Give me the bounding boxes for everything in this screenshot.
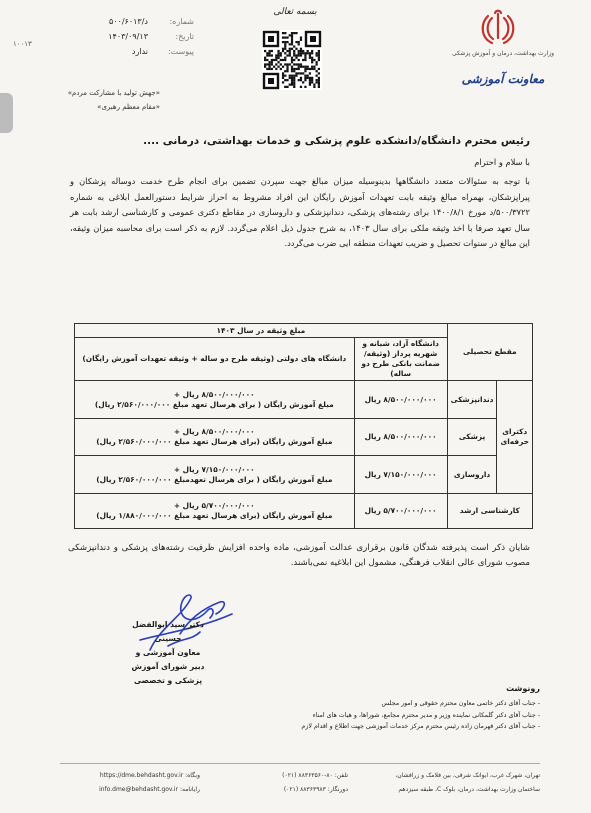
deputy-name: معاونت آموزشی: [461, 72, 545, 86]
field-medicine: پزشکی: [448, 418, 497, 456]
signer-title-2: دبیر شورای آموزش پزشکی و تخصصی: [131, 662, 205, 685]
public-amount-line2: مبلغ آموزش رایگان ( برای هرسال تعهدمبلغ ۲/۵۶۰/۰۰۰/۰۰۰ ریال): [96, 474, 333, 484]
phone-row: [208, 769, 348, 783]
phone-value: (۰۲۱) ۸۸۳۶۳۵۶۰-۸۰: [282, 772, 333, 779]
web-label: وبگاه:: [185, 772, 200, 779]
address-line: ساختمان وزارت بهداشت، درمان، بلوک C، طبقه سیزدهم: [398, 786, 540, 793]
group-inner: [448, 381, 532, 493]
col-level-header: مقطع تحصیلی: [447, 324, 532, 381]
public-amount-line2: مبلغ آموزش رایگان (برای هرسال تعهد مبلغ ۱/۸۸۰/۰۰۰/۰۰۰ ریال): [96, 511, 333, 520]
slogan-line: «جهش تولید با مشارکت مردم»: [67, 89, 160, 97]
field-masters: کارشناسی ارشد: [447, 494, 532, 529]
number-label: شماره:: [169, 17, 194, 26]
private-amount: ۸/۵۰۰/۰۰۰/۰۰۰ ریال: [354, 418, 447, 456]
public-amount: [75, 456, 355, 494]
signer-title: معاون آموزشی و: [135, 648, 201, 657]
attachment-label: پیوست:: [167, 47, 194, 56]
public-amount: [75, 418, 355, 456]
cc-list: [160, 698, 540, 733]
fax-value: (۰۲۱) ۸۸۳۶۳۹۸۳: [283, 786, 326, 793]
fax-label: دورنگار:: [327, 786, 348, 793]
public-amount-line1: ۸/۵۰۰/۰۰۰/۰۰۰ ریال +: [173, 389, 255, 399]
qr-code-icon: [262, 30, 322, 90]
attachment-row: [54, 44, 194, 59]
recipient-line: رئیس محترم دانشگاه/دانشکده علوم پزشکی و خدمات بهداشتی، درمانی ....: [143, 135, 530, 147]
footer-phones: [208, 769, 348, 797]
public-amount-line1: ۸/۵۰۰/۰۰۰/۰۰۰ ریال +: [173, 427, 255, 437]
private-amount: ۵/۷۰۰/۰۰۰/۰۰۰ ریال: [354, 494, 447, 529]
basmala: بسمه تعالی: [273, 7, 317, 17]
address-line: تهران، شهرک غرب، ایوانک شرقی، بین فلامک و زرافشان،: [395, 772, 540, 779]
slogan-attribution: «مقام معظم رهبری»: [97, 103, 160, 111]
web-row: [70, 769, 200, 783]
private-amount: ۷/۱۵۰/۰۰۰/۰۰۰ ریال: [354, 456, 447, 494]
group-label: دکترای حرفه‌ای: [500, 427, 529, 447]
signer-name: دکتر سید ابوالفضل حسینی: [132, 620, 204, 643]
guarantee-table: [74, 323, 533, 529]
letter-paragraph: با توجه به سئوالات متعدد دانشگاهها بدینوسیله میزان مبالغ جهت سپردن تضمین برای انجام طرح خدمت دوساله پزشکان و پیراپزشکان، بهمراه مبالغ وثیقه بابت تعهدات آموزش رایگان این افراد مشروط به احراز شرایط دستورالعمل ابلاغی به شماره ۵۰۰/۳۷۲۲/د مورخ ۱۴۰۰/۸/۱ برای رشته‌های پزشکی، دندانپزشکی و داروسازی در مقاطع دکتری عمومی و کارشناسی ارشد بابت هر سال تعهد صرفا با اخذ وثیقه ملکی برای سال ۱۴۰۳، به شرح جدول ذیل اعلام می‌گردد. لازم به ذکر است برای محاسبه میزان وثیقه، این مبالغ در سنوات تحصیل و ضریب تعهدات منطقه ایی ضرب می‌گردد.: [70, 176, 530, 248]
fax-row: [208, 783, 348, 797]
website-link[interactable]: https://dme.behdasht.gov.ir: [99, 772, 184, 779]
public-amount-line2: مبلغ آموزش رایگان (برای هرسال تعهد مبلغ ۲/۵۶۰/۰۰۰/۰۰۰ ریال): [96, 437, 333, 447]
date-row: [54, 29, 194, 44]
col-private-header: دانشگاه آزاد، شبانه و شهریه پرداز (وثیقه/ضمانت بانکی طرح دو ساله): [354, 338, 447, 381]
side-number: ۱۰۰۱۳: [13, 40, 32, 48]
closing-paragraph: شایان ذکر است پذیرفته شدگان قانون برقراری عدالت آموزشی، ماده واحده افزایش ظرفیت رشته‌های پزشکی و دندانپزشکی مصوب شورای عالی انقلاب فرهنگی، مشمول این ابلاغیه نمی‌باشند.: [68, 543, 530, 568]
public-amount-line1: ۷/۱۵۰/۰۰۰/۰۰۰ ریال +: [173, 464, 255, 474]
email-link[interactable]: info.dme@behdasht.gov.ir: [99, 786, 179, 793]
footer-web: [70, 769, 200, 797]
scroll-handle[interactable]: [0, 93, 13, 133]
footer-divider: [60, 763, 540, 764]
number-value: د/۵۰۰/۶۰۱۳: [108, 17, 148, 26]
field-dentistry: دندانپزشکی: [448, 381, 497, 418]
ministry-name: وزارت بهداشت، درمان و آموزش پزشکی: [451, 50, 555, 57]
col-public-header: دانشگاه های دولتی (وثیقه طرح دو ساله + وثیقه تعهدات آموزش رایگان): [75, 338, 355, 381]
table-row: [75, 381, 533, 419]
date-label: تاریخ:: [175, 32, 194, 41]
footer-address: [360, 769, 540, 797]
public-amount-line1: ۵/۷۰۰/۰۰۰/۰۰۰ ریال +: [173, 501, 255, 510]
letter-meta: [54, 14, 194, 59]
group-cell: [447, 381, 532, 494]
amount-header: مبلغ وثیقه در سال ۱۴۰۳: [75, 324, 448, 338]
number-row: [54, 14, 194, 29]
list-item: - جناب آقای دکتر گلمکانی نماینده وزیر و مدیر محترم مجامع، شوراها، و هیات های امناء: [160, 710, 540, 722]
iran-emblem-icon: [478, 8, 518, 48]
greeting: با سلام و احترام: [474, 157, 530, 167]
email-label: رایانامه:: [179, 786, 200, 793]
field-pharmacy: داروسازی: [448, 456, 497, 493]
attachment-value: ندارد: [131, 47, 148, 56]
email-row: [70, 783, 200, 797]
table-row: [75, 494, 533, 529]
date-value: ۱۴۰۳/۰۹/۱۳: [108, 32, 148, 41]
slogan: [40, 86, 160, 114]
public-amount-line2: مبلغ آموزش رایگان ( برای هرسال تعهد مبلغ ۲/۵۶۰/۰۰۰/۰۰۰ ریال): [94, 399, 334, 409]
public-amount: [75, 381, 355, 419]
private-amount: ۸/۵۰۰/۰۰۰/۰۰۰ ریال: [354, 381, 447, 419]
phone-label: تلفن:: [334, 772, 348, 779]
list-item: - جناب آقای دکتر خاتمی معاون محترم حقوقی و امور مجلس: [160, 698, 540, 710]
cc-title: رونوشت: [506, 684, 540, 693]
public-amount: [75, 494, 355, 529]
list-item: - جناب آقای دکتر قهرمان زاده رئیس محترم مرکز خدمات آموزشی جهت اطلاع و اقدام لازم: [160, 721, 540, 733]
table-header-row: [75, 324, 533, 338]
signature-block: [118, 618, 218, 688]
